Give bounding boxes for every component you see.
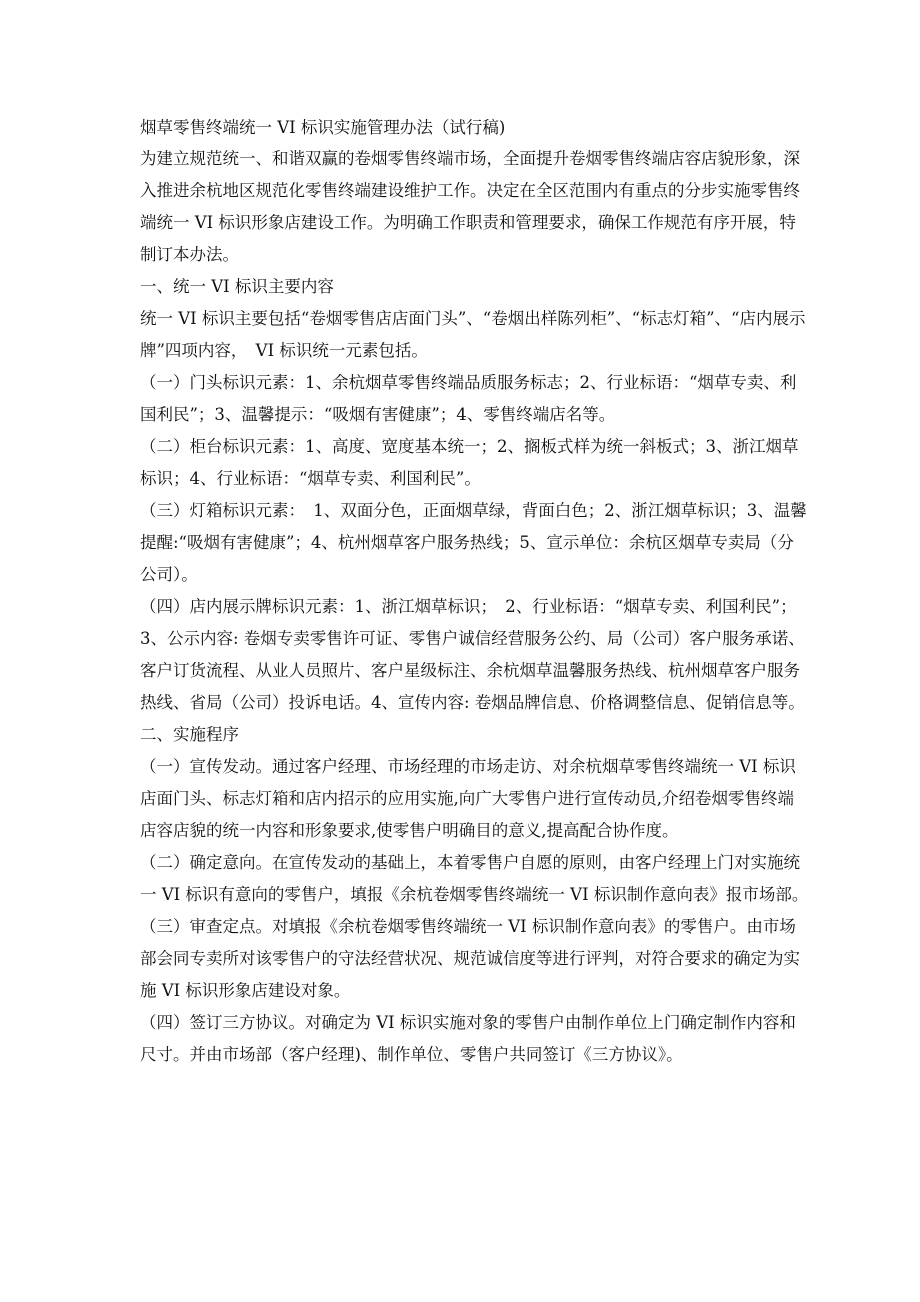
paragraph-line: 为建立规范统一、和谐双赢的卷烟零售终端市场，全面提升卷烟零售终端店容店貌形象，深 — [140, 149, 800, 168]
paragraph-line: 统一 VI 标识主要包括“卷烟零售店店面门头”、“卷烟出样陈列柜”、“标志灯箱”、“店内展示 — [140, 309, 806, 328]
paragraph-line: （三）审查定点。对填报《余杭卷烟零售终端统一 VI 标识制作意向表》的零售户。由市场 — [140, 917, 796, 936]
paragraph-line: （四）签订三方协议。对确定为 VI 标识实施对象的零售户由制作单位上门确定制作内容和 — [140, 1013, 796, 1032]
paragraph-line: 部会同专卖所对该零售户的守法经营状况、规范诚信度等进行评判，对符合要求的确定为实 — [140, 949, 800, 968]
paragraph-line: 店面门头、标志灯箱和店内招示的应用实施,向广大零售户进行宣传动员,介绍卷烟零售终端 — [140, 789, 794, 808]
paragraph-line: 入推进余杭地区规范化零售终端建设维护工作。决定在全区范围内有重点的分步实施零售终 — [140, 181, 800, 200]
document-page — [140, 113, 809, 1071]
paragraph-line: 施 VI 标识形象店建设对象。 — [140, 981, 351, 1000]
section-heading: 二、实施程序 — [140, 725, 239, 744]
document-title: 烟草零售终端统一 VI 标识实施管理办法（试行稿) — [140, 118, 506, 137]
paragraph-line: 店容店貌的统一内容和形象要求,使零售户明确目的意义,提高配合协作度。 — [140, 821, 679, 840]
paragraph-line: 标识；4、行业标语：“烟草专卖、利国利民”。 — [140, 469, 481, 488]
paragraph-line: （二）柜台标识元素：1、高度、宽度基本统一；2、搁板式样为统一斜板式；3、浙江烟草 — [140, 437, 799, 456]
paragraph-line: 一 VI 标识有意向的零售户，填报《余杭卷烟零售终端统一 VI 标识制作意向表》报市场部。 — [140, 885, 809, 904]
paragraph-line: 端统一 VI 标识形象店建设工作。为明确工作职责和管理要求，确保工作规范有序开展，特 — [140, 213, 796, 232]
paragraph-line: （一）宣传发动。通过客户经理、市场经理的市场走访、对余杭烟草零售终端统一 VI 标识 — [140, 757, 796, 776]
paragraph-line: （四）店内展示牌标识元素：1、浙江烟草标识； 2、行业标语：“烟草专卖、利国利民”； — [140, 597, 797, 616]
paragraph-line: 制订本办法。 — [140, 245, 239, 264]
paragraph-line: 公司）。 — [140, 565, 198, 584]
section-heading: 一、统一 VI 标识主要内容 — [140, 277, 334, 296]
paragraph-line: 牌”四项内容， VI 标识统一元素包括。 — [140, 341, 428, 360]
paragraph-line: （一）门头标识元素：1、余杭烟草零售终端品质服务标志；2、行业标语：“烟草专卖、利 — [140, 373, 797, 392]
paragraph-line: （二）确定意向。在宣传发动的基础上，本着零售户自愿的原则，由客户经理上门对实施统 — [140, 853, 800, 872]
paragraph-line: 热线、省局（公司）投诉电话。4、宣传内容: 卷烟品牌信息、价格调整信息、促销信息等。 — [140, 693, 805, 712]
paragraph-line: （三）灯箱标识元素： 1、双面分色，正面烟草绿，背面白色；2、浙江烟草标识；3、温馨 — [140, 501, 807, 520]
paragraph-line: 提醒:“吸烟有害健康”；4、杭州烟草客户服务热线；5、宣示单位：余杭区烟草专卖局（分 — [140, 533, 794, 552]
paragraph-line: 国利民”；3、温馨提示：“吸烟有害健康”；4、零售终端店名等。 — [140, 405, 616, 424]
paragraph-line: 3、公示内容: 卷烟专卖零售许可证、零售户诚信经营服务公约、局（公司）客户服务承诺、 — [140, 629, 805, 648]
paragraph-line: 尺寸。并由市场部（客户经理)、制作单位、零售户共同签订《三方协议》。 — [140, 1045, 683, 1064]
paragraph-line: 客户订货流程、从业人员照片、客户星级标注、余杭烟草温馨服务热线、杭州烟草客户服务 — [140, 661, 800, 680]
